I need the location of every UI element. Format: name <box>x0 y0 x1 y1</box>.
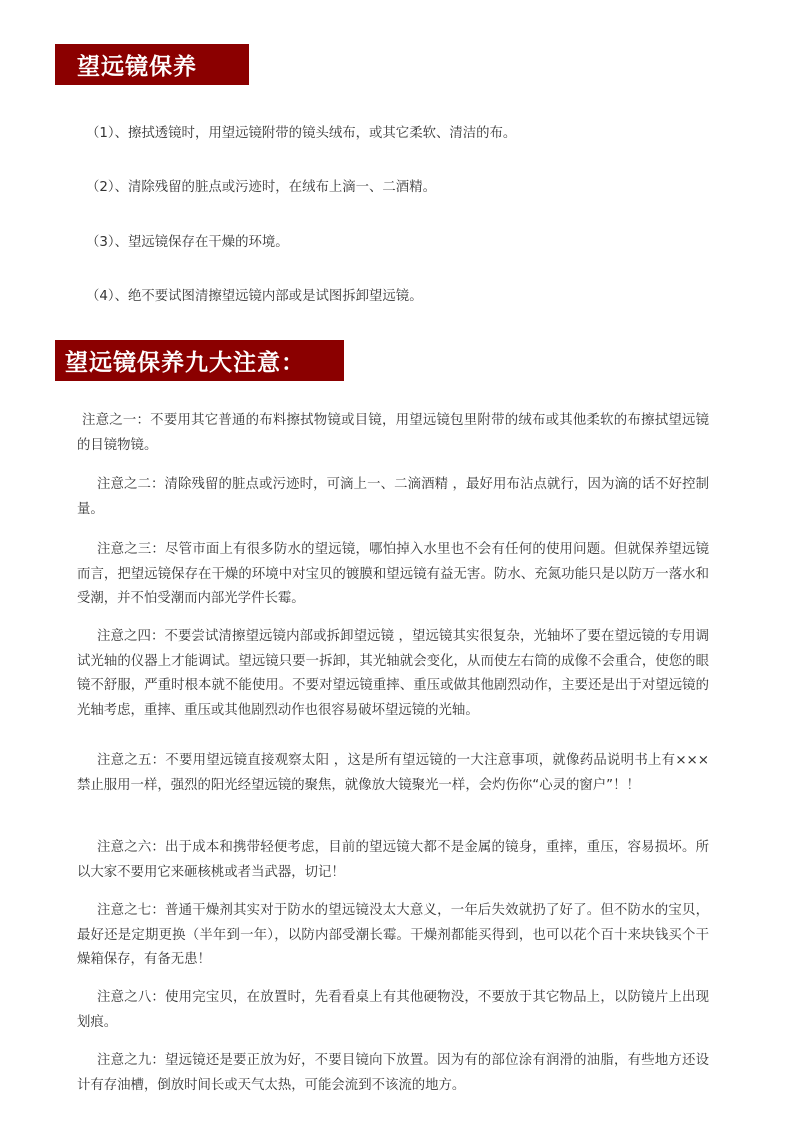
note-paragraph: 注意之五：不要用望远镜直接观察太阳 ，这是所有望远镜的一大注意事项，就像药品说明书上有×××禁止服用一样，强烈的阳光经望远镜的聚焦，就像放大镜聚光一样，会灼伤你“心灵的窗户”！！ <box>77 753 709 793</box>
note-paragraph: 注意之三：尽管市面上有很多防水的望远镜，哪怕掉入水里也不会有任何的使用问题。但就保养望远镜而言，把望远镜保存在干燥的环境中对宝贝的镀膜和望远镜有益无害。防水、充氮功能只是以防万一落水和受潮，并不怕受潮而内部光学件长霉。 <box>77 542 709 606</box>
section-title-text: 望远镜保养九大注意： <box>65 350 305 376</box>
note-paragraph: 注意之七：普通干燥剂其实对于防水的望远镜没太大意义，一年后失效就扔了好了。但不防水的宝贝，最好还是定期更换（半年到一年），以防内部受潮长霉。干燥剂都能买得到，也可以花个百十来块钱买个干燥箱保存，有备无患！ <box>77 903 709 967</box>
note-paragraph: 注意之八：使用完宝贝，在放置时，先看看桌上有其他硬物没，不要放于其它物品上，以防镜片上出现划痕。 <box>77 990 709 1030</box>
note-paragraph: 注意之一：不要用其它普通的布料擦拭物镜或目镜，用望远镜包里附带的绒布或其他柔软的布擦拭望远镜的目镜物镜。 <box>77 413 709 453</box>
section-title-text: 望远镜保养 <box>77 54 197 80</box>
note-paragraph: 注意之四：不要尝试清擦望远镜内部或拆卸望远镜 ，望远镜其实很复杂，光轴坏了要在望远镜的专用调试光轴的仪器上才能调试。望远镜只要一拆卸，其光轴就会变化，从而使左右筒的成像不会重合，使您的眼镜不舒服，严重时根本就不能使用。不要对望远镜重摔、重压或做其他剧烈动作，主要还是出于对望远镜的光轴考虑，重摔、重压或其他剧烈动作也很容易破坏望远镜的光轴。 <box>77 629 709 718</box>
section-title-maintenance <box>55 44 249 85</box>
note-paragraph: 注意之九：望远镜还是要正放为好，不要目镜向下放置。因为有的部位涂有润滑的油脂，有些地方还设计有存油槽，倒放时间长或天气太热，可能会流到不该流的地方。 <box>77 1053 709 1093</box>
note-paragraph: 注意之六：出于成本和携带轻便考虑，目前的望远镜大都不是金属的镜身，重摔，重压，容易损坏。所以大家不要用它来砸核桃或者当武器，切记！ <box>77 840 709 880</box>
section-title-nine-notes <box>55 340 344 381</box>
maintenance-item: （4）、绝不要试图清擦望远镜内部或是试图拆卸望远镜。 <box>86 289 423 304</box>
maintenance-item: （1）、擦拭透镜时，用望远镜附带的镜头绒布，或其它柔软、清洁的布。 <box>86 126 517 141</box>
maintenance-item: （2）、清除残留的脏点或污迹时，在绒布上滴一、二酒精。 <box>86 180 436 195</box>
maintenance-item: （3）、望远镜保存在干燥的环境。 <box>86 235 289 250</box>
note-paragraph: 注意之二：清除残留的脏点或污迹时，可滴上一、二滴酒精 ，最好用布沾点就行，因为滴的话不好控制量。 <box>77 477 709 517</box>
